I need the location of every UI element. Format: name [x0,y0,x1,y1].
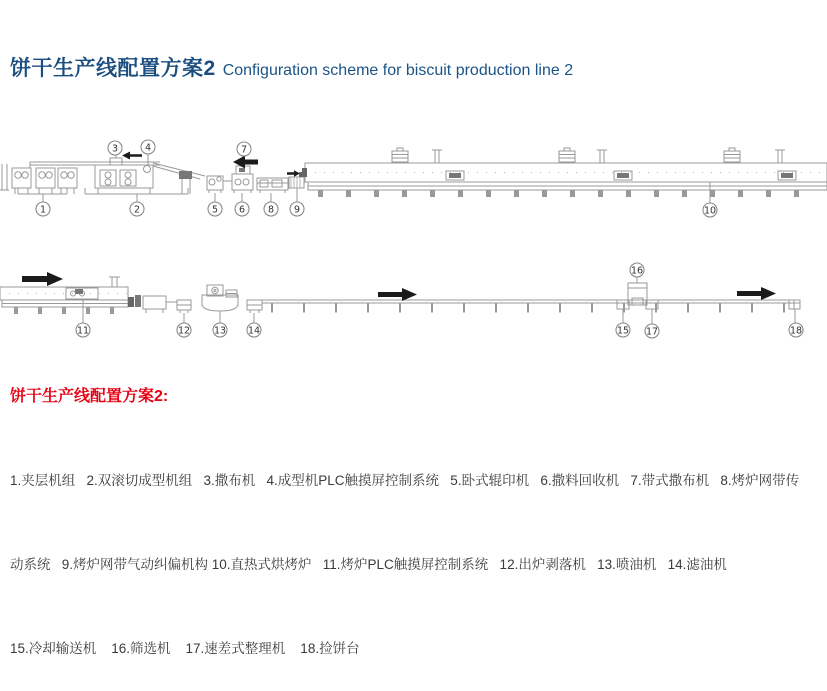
flow-arrow-right-thick-icon [22,272,63,286]
machine-2 [85,163,205,202]
oven-continued [0,277,128,311]
machine-1 [12,168,77,202]
oven-control-box [392,148,740,163]
svg-text:9: 9 [293,204,301,216]
callout-7 [237,142,251,156]
svg-text:10: 10 [703,205,717,217]
svg-text:3: 3 [111,143,119,155]
machine-5 [207,176,232,202]
flow-arrow-left-small-icon [122,152,142,160]
feeder-edge [0,164,9,190]
machine-4 [144,154,151,173]
callout-11 [76,323,90,337]
oven-stack [432,150,785,163]
svg-text:5: 5 [211,204,219,216]
page-title-en: Configuration scheme for biscuit production line 2 [222,62,574,79]
machine-12 [128,295,191,323]
callout-15 [616,323,630,337]
flow-arrow-right-mid-icon [378,288,417,301]
machine-16 [628,277,647,305]
svg-text:16: 16 [630,265,644,277]
flow-arrow-right-end-icon [737,287,776,300]
svg-text:17: 17 [645,326,659,338]
callout-2 [130,202,144,216]
legend-line-2: 动系统 9.烤炉网带气动纠偏机构 10.直热式烘烤炉 11.烤炉PLC触摸屏控制系统 12.出炉剥落机 13.喷油机 14.滤油机 [10,557,727,572]
callout-6 [235,202,249,216]
machine-10-oven [299,148,827,203]
callout-10 [703,203,717,217]
production-line-diagram [0,130,827,345]
machine-11 [66,288,98,323]
machine-15-cooling-conveyor [262,300,800,323]
svg-text:12: 12 [177,325,191,337]
svg-text:1: 1 [39,204,47,216]
svg-text:11: 11 [76,325,90,337]
svg-text:14: 14 [247,325,261,337]
svg-text:18: 18 [789,325,803,337]
svg-text:13: 13 [213,325,227,337]
svg-text:7: 7 [240,144,248,156]
svg-text:15: 15 [616,325,630,337]
callout-14 [247,323,261,337]
machine-8 [257,178,288,202]
machine-14 [247,300,262,323]
flow-arrow-right-small-icon [287,170,300,177]
callout-4 [141,140,155,154]
callout-16 [630,263,644,277]
machine-6 [232,174,253,202]
callout-12 [177,323,191,337]
callout-13 [213,323,227,337]
page-title [10,52,573,82]
flow-arrow-left-thick-icon [233,156,258,169]
machine-9 [289,177,304,202]
legend-section [10,411,799,691]
callout-5 [208,202,222,216]
svg-text:2: 2 [133,204,141,216]
machine-3 [110,155,122,165]
svg-text:6: 6 [238,204,246,216]
legend-line-3: 15.冷却输送机 16.筛选机 17.速差式整理机 18.捡饼台 [10,641,360,656]
callout-18 [789,323,803,337]
callout-3 [108,141,122,155]
legend-heading: 饼干生产线配置方案2: [10,388,169,405]
callout-9 [290,202,304,216]
svg-text:8: 8 [267,204,275,216]
legend-line-1: 1.夹层机组 2.双滚切成型机组 3.撒布机 4.成型机PLC触摸屏控制系统 5.卧式辊印机 6.撒料回收机 7.带式撒布机 8.烤炉网带传 [10,473,800,488]
svg-text:4: 4 [144,142,152,154]
callout-8 [264,202,278,216]
callout-17 [645,324,659,338]
callout-1 [36,202,50,216]
page-title-zh: 饼干生产线配置方案2 [10,57,216,80]
machine-13 [202,285,238,323]
